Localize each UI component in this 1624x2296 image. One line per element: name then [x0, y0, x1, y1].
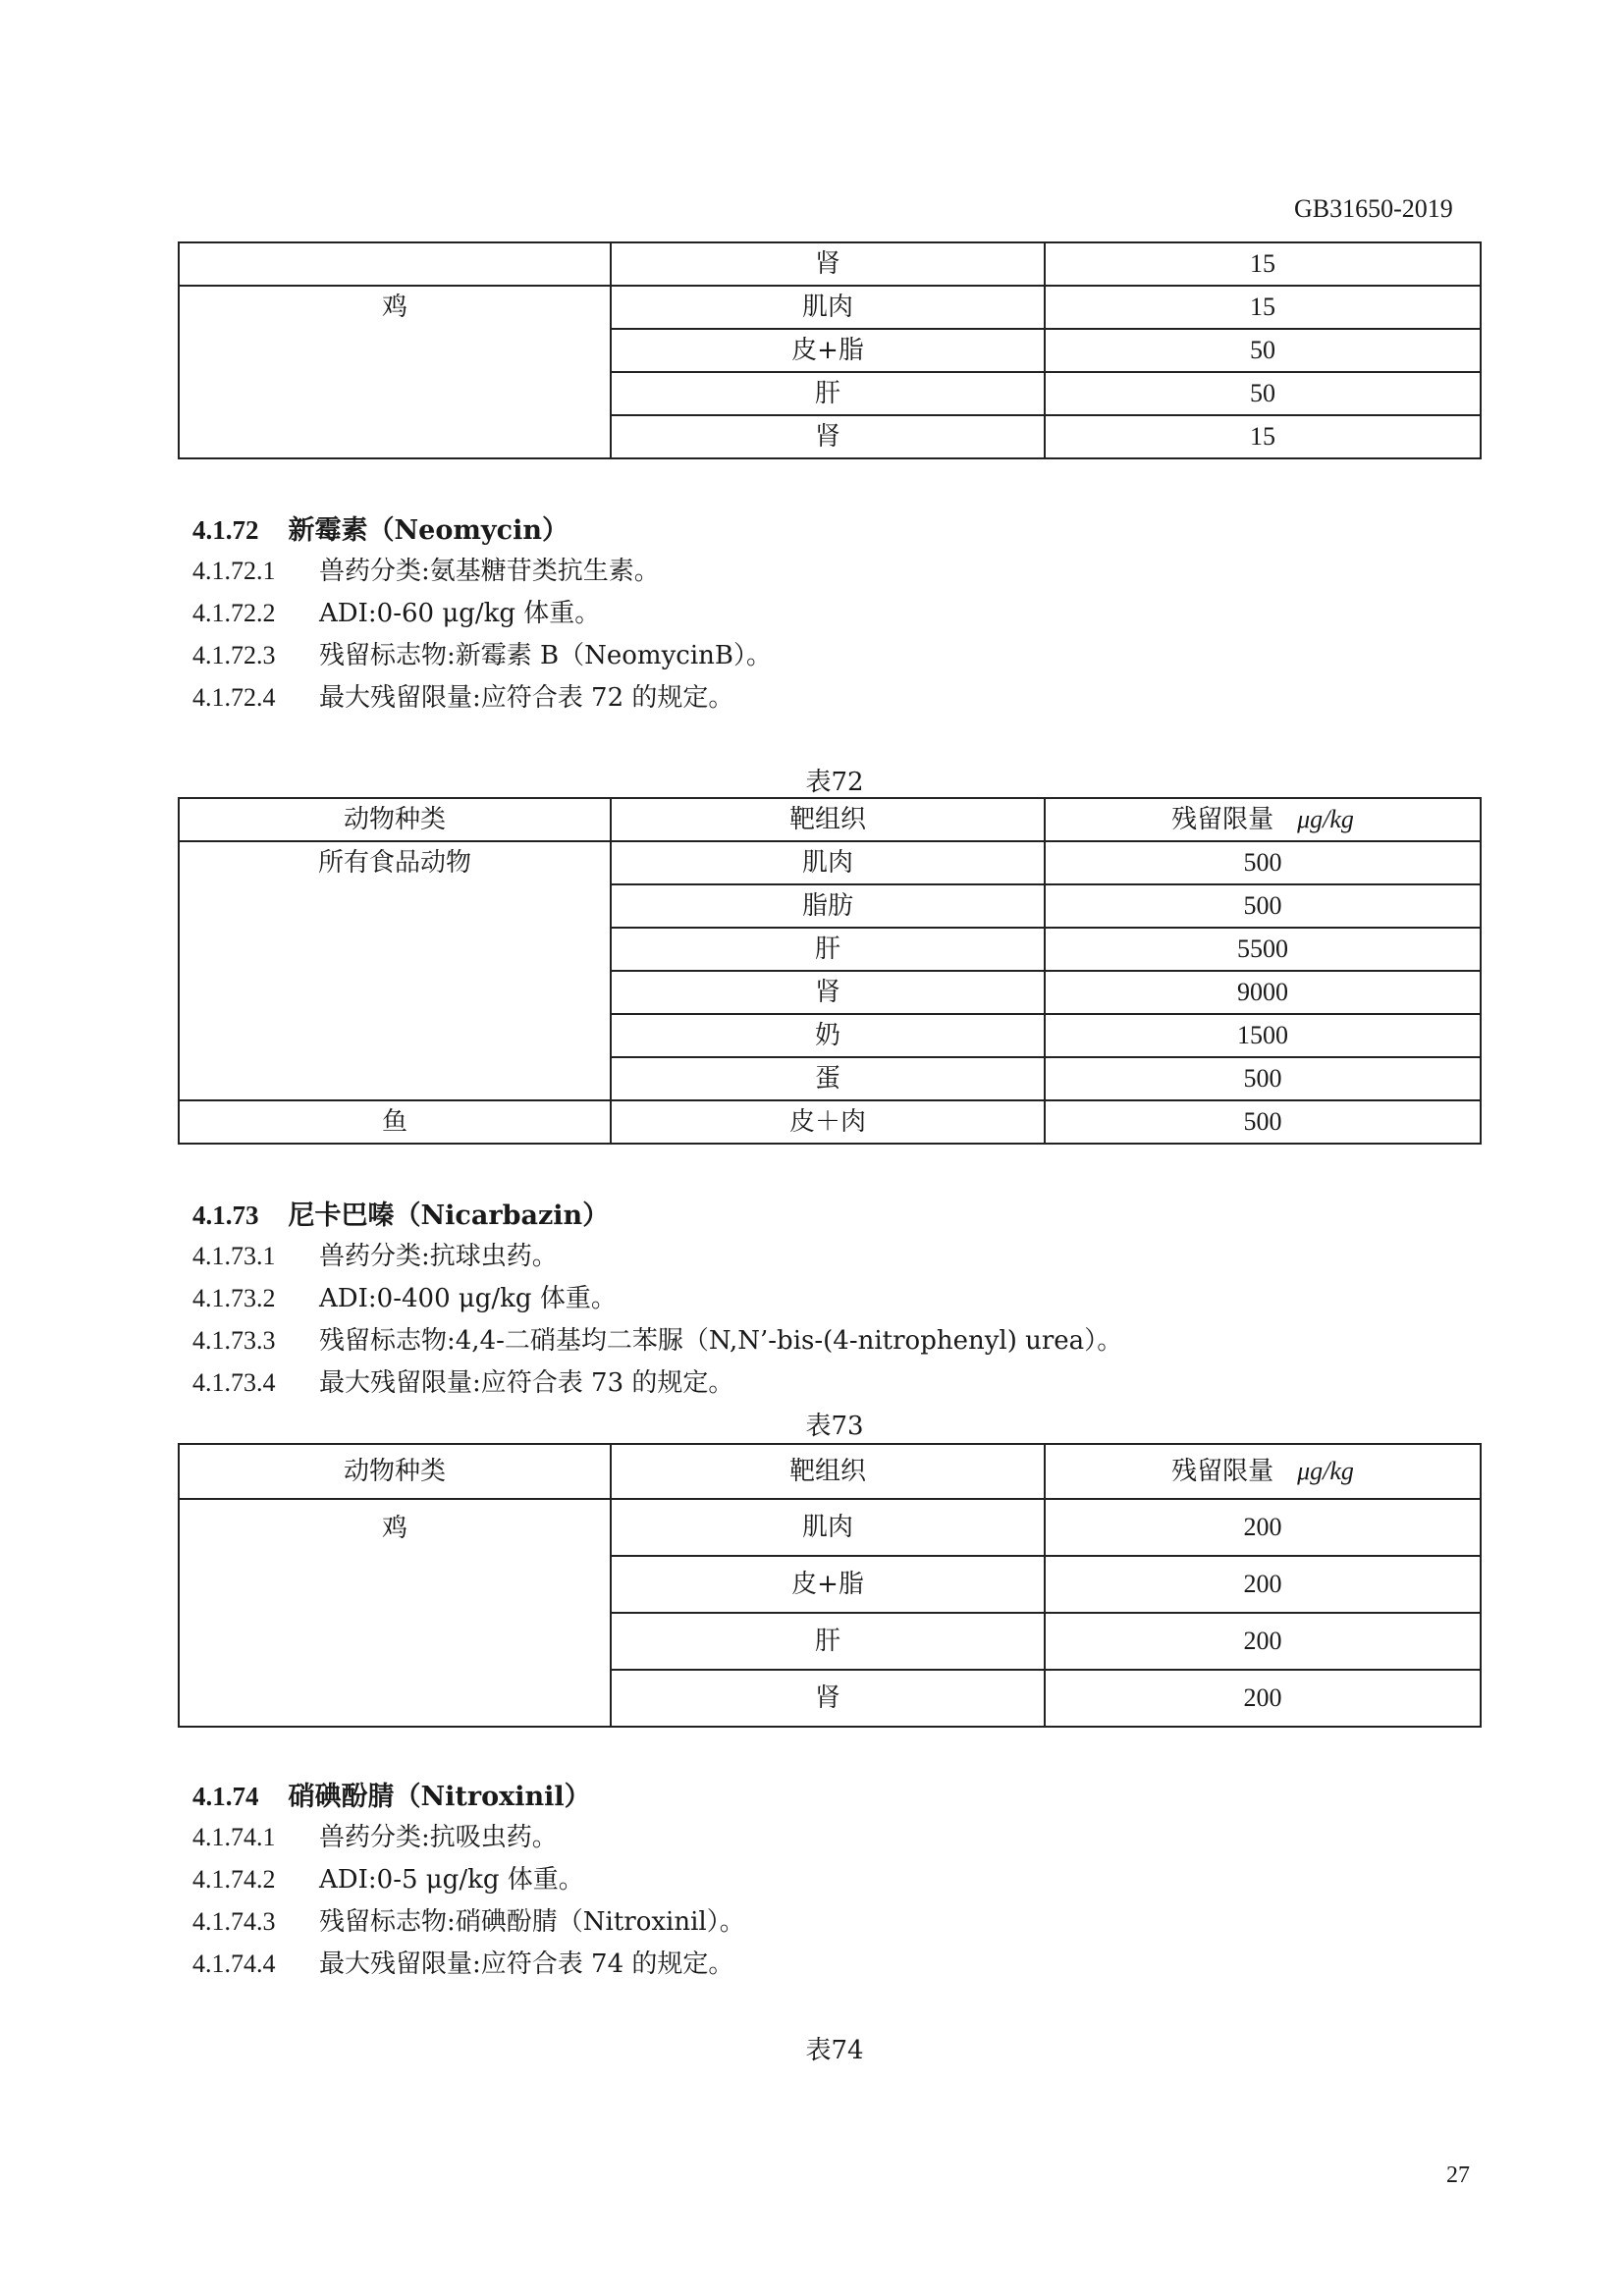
- clause-text: ADI:0-60 μg/kg 体重。: [319, 599, 601, 628]
- clause-line: [192, 1901, 745, 1938]
- species-cell: 所有食品动物: [179, 841, 611, 1100]
- clause-line: [192, 1817, 558, 1853]
- document-code: GB31650-2019: [1294, 194, 1453, 223]
- header-mrl-unit: μg/kg: [1297, 805, 1354, 833]
- clause-line: [192, 1859, 584, 1896]
- header-tissue: 靶组织: [611, 1444, 1045, 1499]
- value-cell: 200: [1045, 1499, 1481, 1556]
- clause-number: 4.1.74.2: [192, 1865, 276, 1894]
- species-cell: [179, 242, 611, 286]
- value-cell: 200: [1045, 1613, 1481, 1670]
- clause-line: [192, 635, 772, 671]
- clause-number: 4.1.73.2: [192, 1284, 276, 1312]
- value-cell: 500: [1045, 884, 1481, 928]
- header-species: 动物种类: [179, 1444, 611, 1499]
- section-heading: [192, 508, 568, 547]
- value-cell: 500: [1045, 841, 1481, 884]
- section-title: 尼卡巴嗪（Nicarbazin）: [288, 1201, 610, 1231]
- species-cell: 鸡: [179, 1499, 611, 1727]
- clause-text: 残留标志物:硝碘酚腈（Nitroxinil）。: [319, 1907, 745, 1937]
- table-caption: 表72: [805, 768, 864, 797]
- tissue-cell: 肝: [611, 1613, 1045, 1670]
- clause-number: 4.1.74.4: [192, 1949, 276, 1978]
- tissue-cell: 皮+脂: [611, 329, 1045, 372]
- value-cell: 50: [1045, 372, 1481, 415]
- table-73: [178, 1443, 1482, 1728]
- clause-text: 兽药分类:氨基糖苷类抗生素。: [319, 557, 660, 586]
- table-row: [179, 1100, 1481, 1144]
- value-cell: 15: [1045, 415, 1481, 458]
- table-row: [179, 841, 1481, 884]
- clause-line: [192, 1278, 617, 1314]
- clause-number: 4.1.72.1: [192, 557, 276, 585]
- header-mrl: [1045, 1444, 1481, 1499]
- value-cell: 15: [1045, 242, 1481, 286]
- tissue-cell: 奶: [611, 1014, 1045, 1057]
- continued-mrl-table: [178, 241, 1482, 459]
- value-cell: 15: [1045, 286, 1481, 329]
- clause-text: 残留标志物:4,4-二硝基均二苯脲（N,N’-bis-(4-nitrophenyl) urea）。: [319, 1326, 1123, 1356]
- value-cell: 9000: [1045, 971, 1481, 1014]
- clause-number: 4.1.72.4: [192, 683, 276, 712]
- tissue-cell: 肌肉: [611, 1499, 1045, 1556]
- clause-line: [192, 1362, 733, 1399]
- tissue-cell: 肌肉: [611, 286, 1045, 329]
- value-cell: 200: [1045, 1670, 1481, 1727]
- clause-line: [192, 593, 600, 629]
- clause-line: [192, 1944, 733, 1980]
- clause-text: 最大残留限量:应符合表 74 的规定。: [319, 1949, 734, 1979]
- header-species: 动物种类: [179, 798, 611, 841]
- clause-number: 4.1.74.1: [192, 1823, 276, 1851]
- clause-text: ADI:0-400 μg/kg 体重。: [319, 1284, 617, 1313]
- header-mrl-label: 残留限量: [1171, 1457, 1274, 1486]
- header-mrl: [1045, 798, 1481, 841]
- clause-line: [192, 677, 733, 714]
- header-tissue: 靶组织: [611, 798, 1045, 841]
- section-heading: [192, 1194, 609, 1232]
- clause-text: 最大残留限量:应符合表 73 的规定。: [319, 1368, 734, 1398]
- clause-number: 4.1.73.3: [192, 1326, 276, 1355]
- clause-number: 4.1.74.3: [192, 1907, 276, 1936]
- clause-number: 4.1.73.1: [192, 1242, 276, 1270]
- clause-text: 最大残留限量:应符合表 72 的规定。: [319, 683, 734, 713]
- page-number: 27: [1446, 2163, 1470, 2188]
- tissue-cell: 蛋: [611, 1057, 1045, 1100]
- tissue-cell: 肌肉: [611, 841, 1045, 884]
- tissue-cell: 肝: [611, 372, 1045, 415]
- table-header-row: [179, 798, 1481, 841]
- clause-line: [192, 1320, 1122, 1357]
- clause-number: 4.1.72.3: [192, 641, 276, 669]
- table-row: [179, 242, 1481, 286]
- tissue-cell: 皮＋肉: [611, 1100, 1045, 1144]
- value-cell: 5500: [1045, 928, 1481, 971]
- tissue-cell: 肝: [611, 928, 1045, 971]
- clause-number: 4.1.72.2: [192, 599, 276, 627]
- table-row: [179, 1499, 1481, 1556]
- tissue-cell: 皮+脂: [611, 1556, 1045, 1613]
- tissue-cell: 肾: [611, 242, 1045, 286]
- table-72: [178, 797, 1482, 1145]
- table-row: [179, 286, 1481, 329]
- clause-text: 兽药分类:抗吸虫药。: [319, 1823, 558, 1852]
- clause-text: ADI:0-5 μg/kg 体重。: [319, 1865, 584, 1895]
- header-mrl-unit: μg/kg: [1297, 1457, 1354, 1485]
- value-cell: 1500: [1045, 1014, 1481, 1057]
- value-cell: 500: [1045, 1100, 1481, 1144]
- section-number: 4.1.72: [192, 515, 259, 545]
- value-cell: 500: [1045, 1057, 1481, 1100]
- tissue-cell: 脂肪: [611, 884, 1045, 928]
- tissue-cell: 肾: [611, 971, 1045, 1014]
- section-title: 新霉素（Neomycin）: [288, 515, 568, 546]
- clause-number: 4.1.73.4: [192, 1368, 276, 1397]
- clause-line: [192, 551, 660, 587]
- species-cell: 鱼: [179, 1100, 611, 1144]
- section-number: 4.1.74: [192, 1782, 259, 1811]
- section-heading: [192, 1775, 591, 1813]
- clause-line: [192, 1236, 558, 1272]
- value-cell: 200: [1045, 1556, 1481, 1613]
- clause-text: 兽药分类:抗球虫药。: [319, 1242, 558, 1271]
- section-title: 硝碘酚腈（Nitroxinil）: [288, 1782, 591, 1812]
- section-number: 4.1.73: [192, 1201, 259, 1230]
- value-cell: 50: [1045, 329, 1481, 372]
- clause-text: 残留标志物:新霉素 B（NeomycinB）。: [319, 641, 772, 670]
- tissue-cell: 肾: [611, 415, 1045, 458]
- table-caption: 表73: [805, 1412, 864, 1441]
- table-caption: 表74: [805, 2036, 864, 2065]
- species-cell: 鸡: [179, 286, 611, 458]
- header-mrl-label: 残留限量: [1171, 805, 1274, 834]
- table-header-row: [179, 1444, 1481, 1499]
- tissue-cell: 肾: [611, 1670, 1045, 1727]
